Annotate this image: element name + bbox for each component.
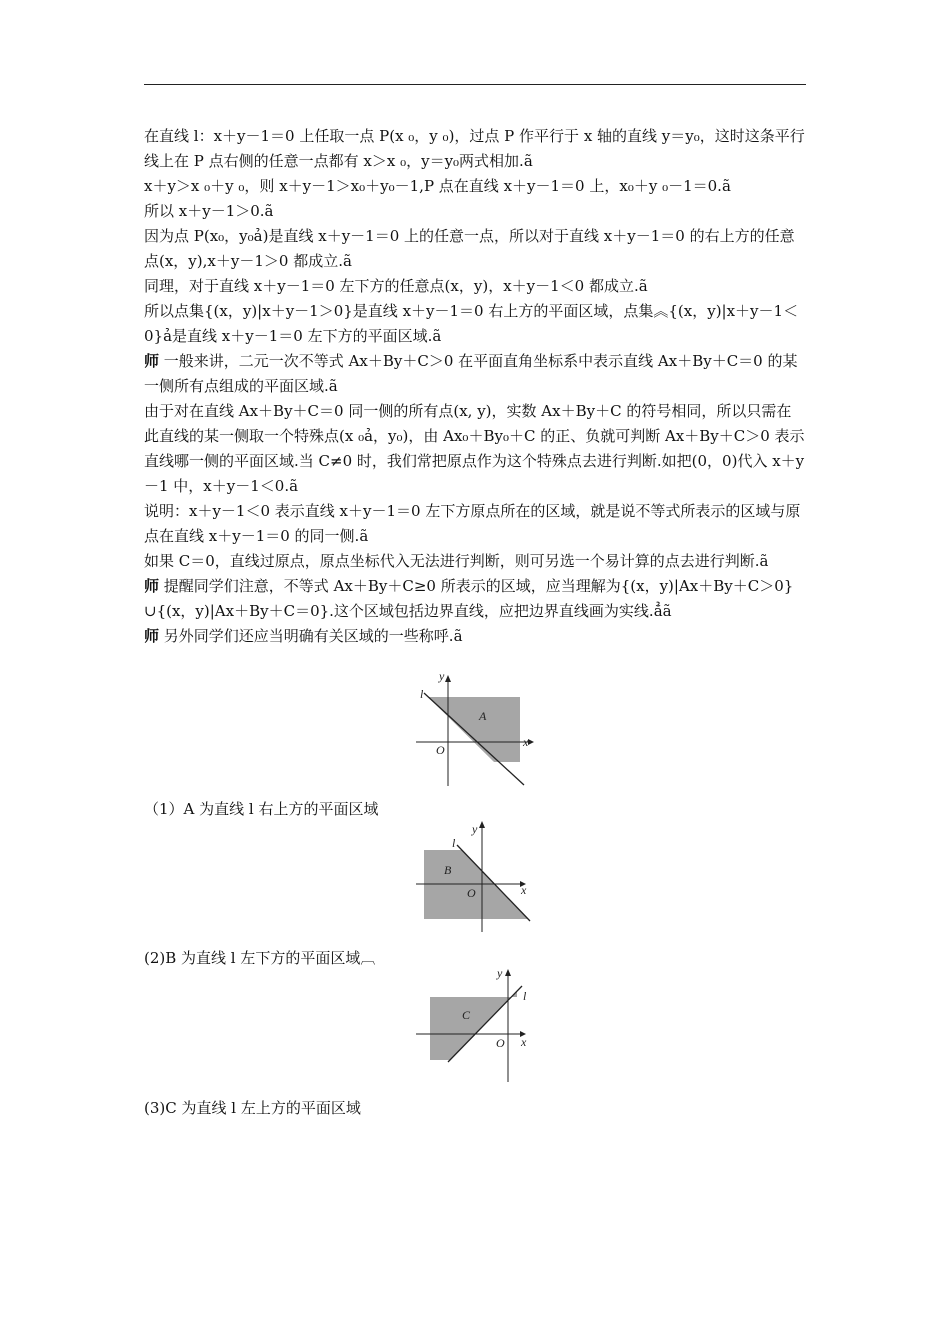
y-axis-arrow [445, 675, 451, 682]
paragraph: 师 另外同学们还应当明确有关区域的一些称呼.ã [144, 627, 463, 645]
paragraph: 由于对在直线 Ax＋By＋C＝0 同一侧的所有点(x, y)，实数 Ax＋By＋C 的符号相同，所以只需在此直线的某一侧取一个特殊点(x ₀ả，y₀)，由 Ax₀＋By₀＋C 的正、负就可判断 Ax＋By＋C＞0 表示直线哪一侧的平面区域.当 C≠0 时，我们常把原点作为这个特殊点去进行判断.如把(0，0)代入 x＋y－1 中，x＋y－1＜0.ã [144, 402, 805, 495]
figure-c [410, 962, 540, 1090]
speaker: 师 [144, 577, 160, 595]
origin-label: O [496, 1036, 505, 1050]
paragraph: 在直线 l：x＋y－1＝0 上任取一点 P(x ₀，y ₀)，过点 P 作平行于 x 轴的直线 y＝y₀，这时这条平行线上在 P 点右侧的任意一点都有 x＞x ₀，y＝y₀两式相加.ã [144, 127, 805, 170]
figure-a-caption: （1）A 为直线 l 右上方的平面区域 [144, 800, 379, 818]
paragraph: 因为点 P(x₀，y₀ả)是直线 x＋y－1＝0 上的任意一点，所以对于直线 x＋y－1＝0 的右上方的任意点(x，y),x＋y－1＞0 都成立.ã [144, 227, 795, 270]
figure-b-graphic [410, 818, 540, 936]
line-label: l [523, 989, 527, 1003]
x-axis-arrow [528, 739, 534, 745]
paragraph: 所以点集{(x，y)|x＋y－1＞0}是直线 x＋y－1＝0 右上方的平面区域，点集︽{(x，y)|x＋y－1＜0}ả是直线 x＋y－1＝0 左下方的平面区域.ã [144, 302, 799, 345]
body-text [144, 124, 806, 649]
paragraph: 师 一般来讲，二元一次不等式 Ax＋By＋C＞0 在平面直角坐标系中表示直线 Ax＋By＋C＝0 的某一侧所有点组成的平面区域.ã [144, 352, 798, 395]
line-label: l [420, 687, 424, 701]
y-axis-arrow [479, 821, 485, 828]
figure-b [410, 818, 540, 940]
x-axis-label: x [521, 883, 527, 897]
figure-c-caption: (3)C 为直线 l 左上方的平面区域 [144, 1099, 361, 1117]
x-axis-label: x [523, 735, 529, 749]
paragraph: 师 提醒同学们注意，不等式 Ax＋By＋C≥0 所表示的区域，应当理解为{(x，y)|Ax＋By＋C＞0}∪{(x，y)|Ax＋By＋C＝0}.这个区域包括边界直线，应把边界直线画为实线.ẳã [144, 577, 794, 620]
line-label: l [452, 836, 456, 850]
region-label: A [479, 709, 487, 723]
figure-a [410, 672, 540, 794]
region-label: C [462, 1008, 471, 1022]
figure-a-graphic [410, 672, 540, 790]
origin-label: O [467, 886, 476, 900]
speaker: 师 [144, 352, 160, 370]
region-label: B [444, 863, 452, 877]
paragraph: 同理，对于直线 x＋y－1＝0 左下方的任意点(x，y)，x＋y－1＜0 都成立.ã [144, 277, 648, 295]
origin-label: O [436, 743, 445, 757]
speaker: 师 [144, 627, 160, 645]
x-axis-label: x [521, 1035, 527, 1049]
paragraph: x＋y＞x ₀＋y ₀，则 x＋y－1＞x₀＋y₀－1,P 点在直线 x＋y－1＝0 上，x₀＋y ₀－1＝0.ã [144, 177, 731, 195]
header-rule [144, 84, 806, 85]
y-axis-label: y [497, 966, 503, 980]
paragraph: 所以 x＋y－1＞0.ã [144, 202, 274, 220]
figure-b-caption: (2)B 为直线 l 左下方的平面区域︹ [144, 949, 376, 967]
paragraph: 说明：x＋y－1＜0 表示直线 x＋y－1＝0 左下方原点所在的区域，就是说不等式所表示的区域与原点在直线 x＋y－1＝0 的同一侧.ã [144, 502, 801, 545]
y-axis-label: y [439, 672, 445, 683]
figure-c-graphic [410, 962, 540, 1086]
y-axis-label: y [472, 822, 478, 836]
y-axis-arrow [505, 969, 511, 976]
paragraph: 如果 C＝0，直线过原点，原点坐标代入无法进行判断，则可另选一个易计算的点去进行判断.ã [144, 552, 769, 570]
